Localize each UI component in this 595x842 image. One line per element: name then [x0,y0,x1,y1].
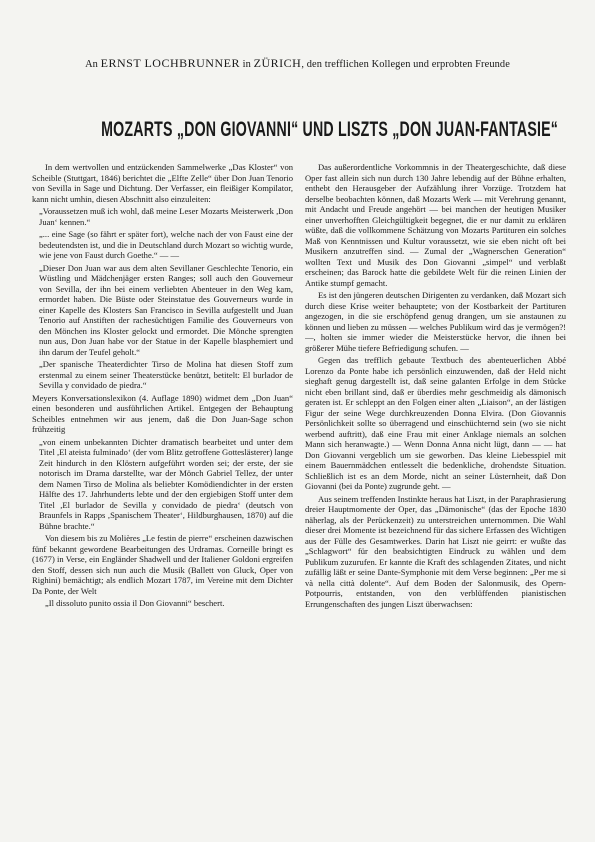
dedication-pre: An [85,59,101,70]
page-title: MOZARTS „DON GIOVANNI“ UND LISZTS „DON JUAN-FANTASIE“ [101,117,559,141]
dedication-post: , den trefflichen Kollegen und erprobten Freunde [301,59,510,70]
dedication-line [0,56,595,71]
dedication-mid: in [239,59,254,70]
quote-paragraph: „von einem unbekannten Dichter dramatisch bearbeitet und unter dem Titel ,El ateista fulminado‘ (der vom Blitz getroffene Gotteslästerer) lange Zeit hindurch in den Klöstern aufgeführt worden sei; der erste, der sie notorisch im Drama darstellte, war der Mönch Gabriel Tellez, der unter dem Namen Tirso de Molina als beliebter Komödiendichter in der ersten Hälfte des 17. Jahrhunderts lebte und der den ergiebigen Stoff unter dem Titel ,El burlador de Sevilla y convidado de piedra‘ (deutsch von Braunfels in Rapps ,Spanischem Theater‘, Hildburghausen, 1870) auf die Bühne brachte.“ [39,436,293,531]
quote-paragraph: „Voraussetzen muß ich wohl, daß meine Leser Mozarts Meisterwerk ,Don Juan‘ kennen.“ [39,206,293,227]
paragraph: In dem wertvollen und entzückenden Sammelwerke „Das Kloster“ von Scheible (Stuttgart, 1846) berichtet die „Elfte Zelle“ über Don Juan Tenorio von Sevilla in Sage und Dichtung. Der Verfasser, ein fleißiger Kompilator, kann nicht umhin, diesen Abschnitt also einzuleiten: [32,162,293,204]
paragraph: Aus seinem treffenden Instinkte heraus hat Liszt, in der Paraphrasierung dreier Hauptmomente der Oper, das „Dämonische“ (das der Epoche 1830 näherlag, als der Perückenzeit) zu unterstreichen unternommen. Die Wahl dieser drei Momente ist bezeichnend für das sichere Erfassen des Wichtigen aus der Fülle des Gesamtwerkes. Darin hat Liszt nie geirrt: er wußte das „Schlagwort“ für den beabsichtigten Eindruck zu wählen und dem Publikum zuzurufen. Er kannte die Kraft des schlagenden Zitates, und nicht zufällig läßt er seine Dante-Symphonie mit dem Verse beginnen: „Per me si và nella città dolente“. Auf dem Boden der Salonmusik, des Opern-Potpourris, entstanden, von den verblüffenden pianistischen Errungenschaften des jungen Liszt überwachsen: [305,493,566,609]
quote-paragraph: „... eine Sage (so fährt er später fort), welche nach der von Faust eine der bedeutendsten ist, und die in Deutschland durch Mozart so wichtig wurde, wie jene von Faust durch Goethe.“ — — [39,229,293,260]
quote-paragraph: „Dieser Don Juan war aus dem alten Sevillaner Geschlechte Tenorio, ein Wüstling und Mädchenjäger ersten Ranges; soll auch den Gouverneur von Sevilla, der ihn bei einem verliebten Abenteuer in den Weg kam, ermordet haben. Die Büste oder Steinstatue des Gouverneurs wurde in einer Kapelle des Klosters San Francisco in Sevilla aufgestellt und Juan Tenorio auf Anstiften der rachesüchtigen Familie des Gouverneurs von den Mönchen ins Kloster gelockt und ermordet. Die Mönche sprengten nun aus, Don Juan habe vor der Statue in der Kapelle blasphemiert und ihn darum der Teufel geholt.“ [39,262,293,357]
paragraph: Von diesem bis zu Molières „Le festin de pierre“ erscheinen dazwischen fünf bekannt gewordene Bearbeitungen des Urdramas. Corneille bringt es (1677) in Verse, ein Engländer Shadwell und der Italiener Goldoni ergreifen den Stoff, dessen sich nun auch die Musik (Ballett von Gluck, Oper von Righini) bemächtigt; als endlich Mozart 1787, im Vereine mit dem Dichter Da Ponte, der Welt [32,533,293,596]
dedication-city: ZÜRICH [253,56,302,70]
dedication-name: ERNST LOCHBRUNNER [100,56,240,70]
paragraph: Das außerordentliche Vorkommnis in der Theatergeschichte, daß diese Oper fast allein sich nun durch 130 Jahre lebendig auf der Bühne erhalten, enthebt den Herausgeber der Aufzählung ihrer Vorzüge. Trotzdem hat derselbe beobachten können, daß Mozarts Werk — mit Verehrung genannt, mit Andacht und Freude angehört — bei manchen der heutigen Musiker einer unverhofften Gleichgültigkeit begegnet, die er nur damit zu erklären wüßte, daß die vollkommene Schätzung von Mozarts Partituren ein solches Maß von Kenntnissen und Kultur voraussetzt, wie sie eben nicht oft bei Musikern anzutreffen sind. — Zumal der „Wagnerschen Generation“ wollten Text und Musik des Don Giovanni „simpel“ und verblaßt erscheinen; das Barock hatte die gebildete Welt für die reinen Linien der Antike stumpf gemacht. [305,162,566,288]
paragraph: Meyers Konversationslexikon (4. Auflage 1890) widmet dem „Don Juan“ einen besonderen und ausführlichen Artikel. Entgegen der Behauptung Scheibles entnehmen wir aus jenem, daß die Don Juan-Sage schon frühzeitig [32,392,293,434]
left-column [32,162,293,832]
paragraph: Gegen das trefflich gebaute Textbuch des abenteuerlichen Abbé Lorenzo da Ponte habe ich persönlich einzuwenden, daß der Held nicht sieghaft genug dargestellt ist, daß seine galanten Erfolge in dem Stücke nicht eben brillant sind, daß er überdies mehr geschmeidig als dämonisch geraten ist. Er schleppt an den Folgen einer alten „Liaison“, an der lästigen Figur der seine Wege durchkreuzenden Donna Elvira. (Don Giovannis Persönlichkeit sollte so überragend und einschüchternd sein (wo sie nicht werbend auftritt), daß eine Frau mit einer Anklage niemals an solchen Mann sich heranwagte.) — Wenn Donna Anna nicht lügt, dann — — hat Don Giovanni vergeblich um sie geworben. Das kleine Liebesspiel mit einem Bauernmädchen entlesselt die bedenkliche, drohendste Situation. Schließlich ist es an dem Morde, nicht an seiner Lüsternheit, daß Don Giovanni (bei da Ponte) zugrunde geht. — [305,355,566,491]
paragraph: Es ist den jüngeren deutschen Dirigenten zu verdanken, daß Mozart sich durch diese Krise weiter behauptete; von der Kostbarkeit der Partituren angezogen, in die sie erschöpfend genug drangen, um sie anstaunen zu können und lieben zu müssen — welches Publikum wird das je vermögen?! —, holten sie immer wieder die Meisterstücke hervor, die ihnen bei größerer Mühe tiefere Befriedigung schufen. — [305,290,566,353]
quote-paragraph: „Der spanische Theaterdichter Tirso de Molina hat diesen Stoff zum erstenmal zu einem seiner Theaterstücke benützt, betitelt: El burlador de Sevilla y convidado de piedra.“ [39,359,293,390]
paragraph: „Il dissoluto punito ossia il Don Giovanni“ beschert. [45,598,225,608]
right-column [305,162,566,832]
